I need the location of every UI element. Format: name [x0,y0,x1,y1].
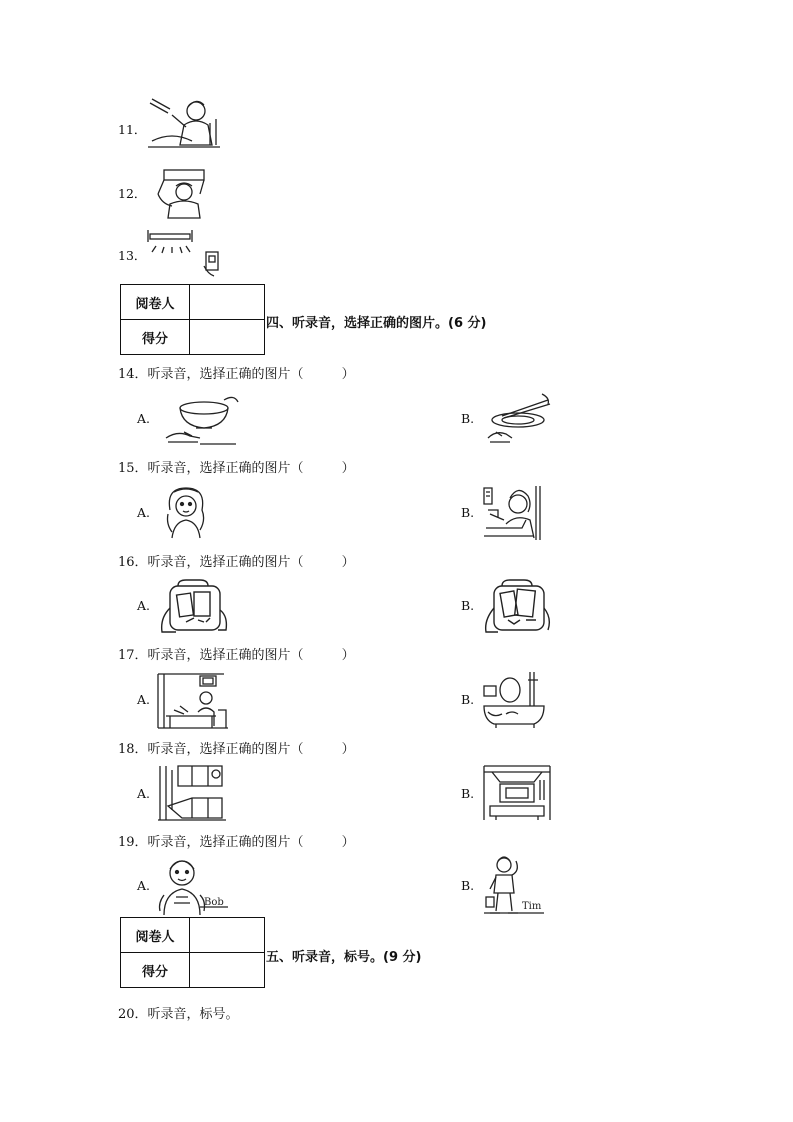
bob-caption: Bob [204,897,224,908]
boy-eating-icon [146,97,222,155]
tim-caption: Tim [522,901,542,912]
option-b-label: B. [461,411,475,426]
option-a-label: A. [137,692,151,707]
kitchen-icon[interactable] [156,764,228,822]
question-number: 18． [118,742,148,757]
question-15 [118,457,355,476]
question-20 [118,1003,239,1022]
girl-at-desk-icon[interactable] [482,484,546,540]
score-label: 得分 [121,953,190,988]
grader-label: 阅卷人 [121,918,190,953]
score-value-cell[interactable] [190,953,265,988]
question-close: ） [341,555,355,570]
boy-bob-icon[interactable] [156,855,232,917]
option-b-label: B. [461,878,475,893]
living-room-icon[interactable] [482,764,552,822]
question-close: ） [341,648,355,663]
plate-chopsticks-icon[interactable] [482,392,554,446]
schoolbag-books-icon[interactable] [482,578,552,636]
question-number: 17． [118,648,148,663]
girl-portrait-icon[interactable] [162,484,210,540]
question-number: 19． [118,835,148,850]
grader-label: 阅卷人 [121,285,190,320]
schoolbag-icon[interactable] [156,578,228,636]
question-close: ） [341,742,355,757]
option-a-label: A. [137,411,151,426]
bowl-icon[interactable] [160,392,240,448]
question-number: 20． [118,1007,148,1022]
score-value-cell[interactable] [190,320,265,355]
item-11-number: 11． [118,122,147,137]
option-a-label: A. [137,786,151,801]
question-text: 听录音，选择正确的图片（ [147,742,304,757]
section-5-title: 五、听录音，标号。(9 分) [266,950,422,965]
option-a-label: A. [137,505,151,520]
boy-carrying-box-icon [150,168,208,220]
grader-table-1 [120,284,265,355]
question-text: 听录音，选择正确的图片（ [147,835,304,850]
question-text: 听录音，标号。 [147,1007,239,1022]
question-number: 14． [118,367,148,382]
option-a-label: A. [137,598,151,613]
item-13-number: 13． [118,248,147,263]
question-17 [118,644,355,663]
question-14 [118,363,355,382]
question-text: 听录音，选择正确的图片（ [147,555,304,570]
question-text: 听录音，选择正确的图片（ [147,461,304,476]
question-18 [118,738,355,757]
grader-value-cell[interactable] [190,285,265,320]
option-b-label: B. [461,598,475,613]
item-12-number: 12． [118,186,147,201]
option-b-label: B. [461,505,475,520]
section-4-title: 四、听录音，选择正确的图片。(6 分) [266,316,487,331]
question-19 [118,831,355,850]
boy-tim-icon[interactable] [482,855,552,917]
score-label: 得分 [121,320,190,355]
grader-value-cell[interactable] [190,918,265,953]
option-b-label: B. [461,786,475,801]
question-text: 听录音，选择正确的图片（ [147,648,304,663]
light-switch-icon [146,226,224,278]
bathroom-icon[interactable] [482,670,548,730]
option-a-label: A. [137,878,151,893]
question-close: ） [341,367,355,382]
question-number: 15． [118,461,148,476]
question-text: 听录音，选择正确的图片（ [147,367,304,382]
question-close: ） [341,835,355,850]
question-close: ） [341,461,355,476]
question-number: 16． [118,555,148,570]
study-room-icon[interactable] [156,670,228,730]
question-16 [118,551,355,570]
option-b-label: B. [461,692,475,707]
grader-table-2 [120,917,265,988]
